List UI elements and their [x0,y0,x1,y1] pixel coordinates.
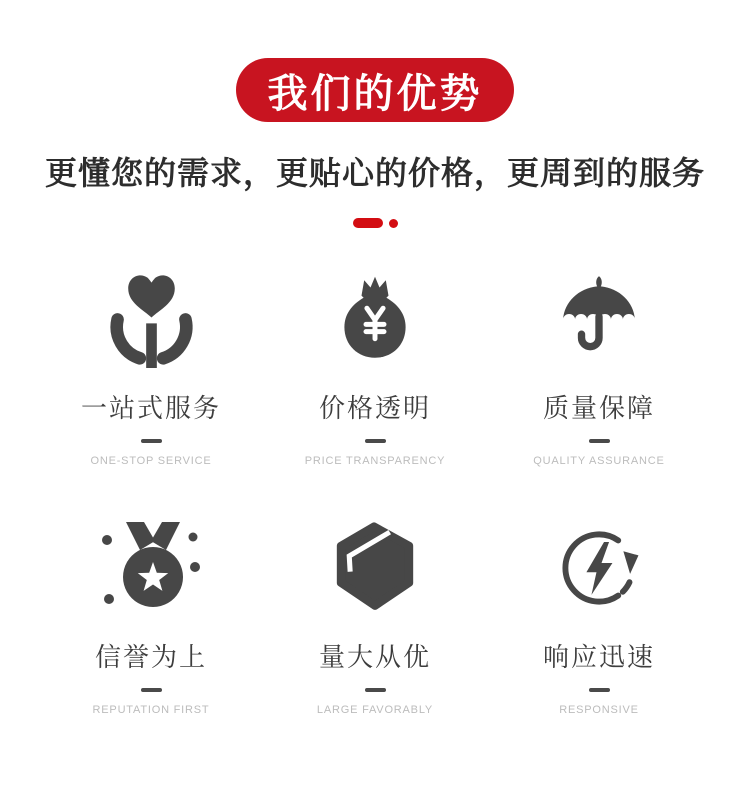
umbrella-icon [553,268,645,370]
package-box-icon [329,517,421,619]
feature-label: 质量保障 [542,393,655,423]
features-grid [39,268,711,716]
label-divider [141,439,162,443]
feature-caption: PRICE TRANSPARENCY [304,455,446,467]
feature-caption: ONE-STOP SERVICE [90,455,212,467]
star-medal-icon [101,517,201,619]
feature-label: 价格透明 [318,393,431,423]
heart-in-hands-icon [103,268,200,370]
feature-label: 响应迅速 [542,642,655,672]
accent-dash [353,218,383,228]
label-divider [141,688,162,692]
feature-item-price-transparency [263,268,487,467]
label-divider [589,439,610,443]
feature-item-quality-assurance [487,268,711,467]
label-divider [365,439,386,443]
lightning-circle-icon [557,517,641,619]
section-subtitle: 更懂您的需求，更贴心的价格，更周到的服务 [44,155,705,191]
feature-caption: QUALITY ASSURANCE [533,455,665,467]
label-divider [589,688,610,692]
label-divider [365,688,386,692]
section-title-banner [236,58,514,122]
feature-label: 信誉为上 [94,642,207,672]
section-title: 我们的优势 [267,71,483,116]
accent-dot [389,219,398,228]
feature-label: 一站式服务 [80,393,221,423]
feature-item-one-stop-service [39,268,263,467]
feature-caption: RESPONSIVE [559,704,639,716]
feature-caption: REPUTATION FIRST [92,704,210,716]
feature-label: 量大从优 [318,642,431,672]
feature-item-responsive [487,517,711,716]
accent-ornament [0,218,750,228]
page [0,58,750,811]
feature-item-large-favorably [263,517,487,716]
feature-caption: LARGE FAVORABLY [316,704,434,716]
feature-item-reputation-first [39,517,263,716]
money-bag-yuan-icon [330,268,420,370]
